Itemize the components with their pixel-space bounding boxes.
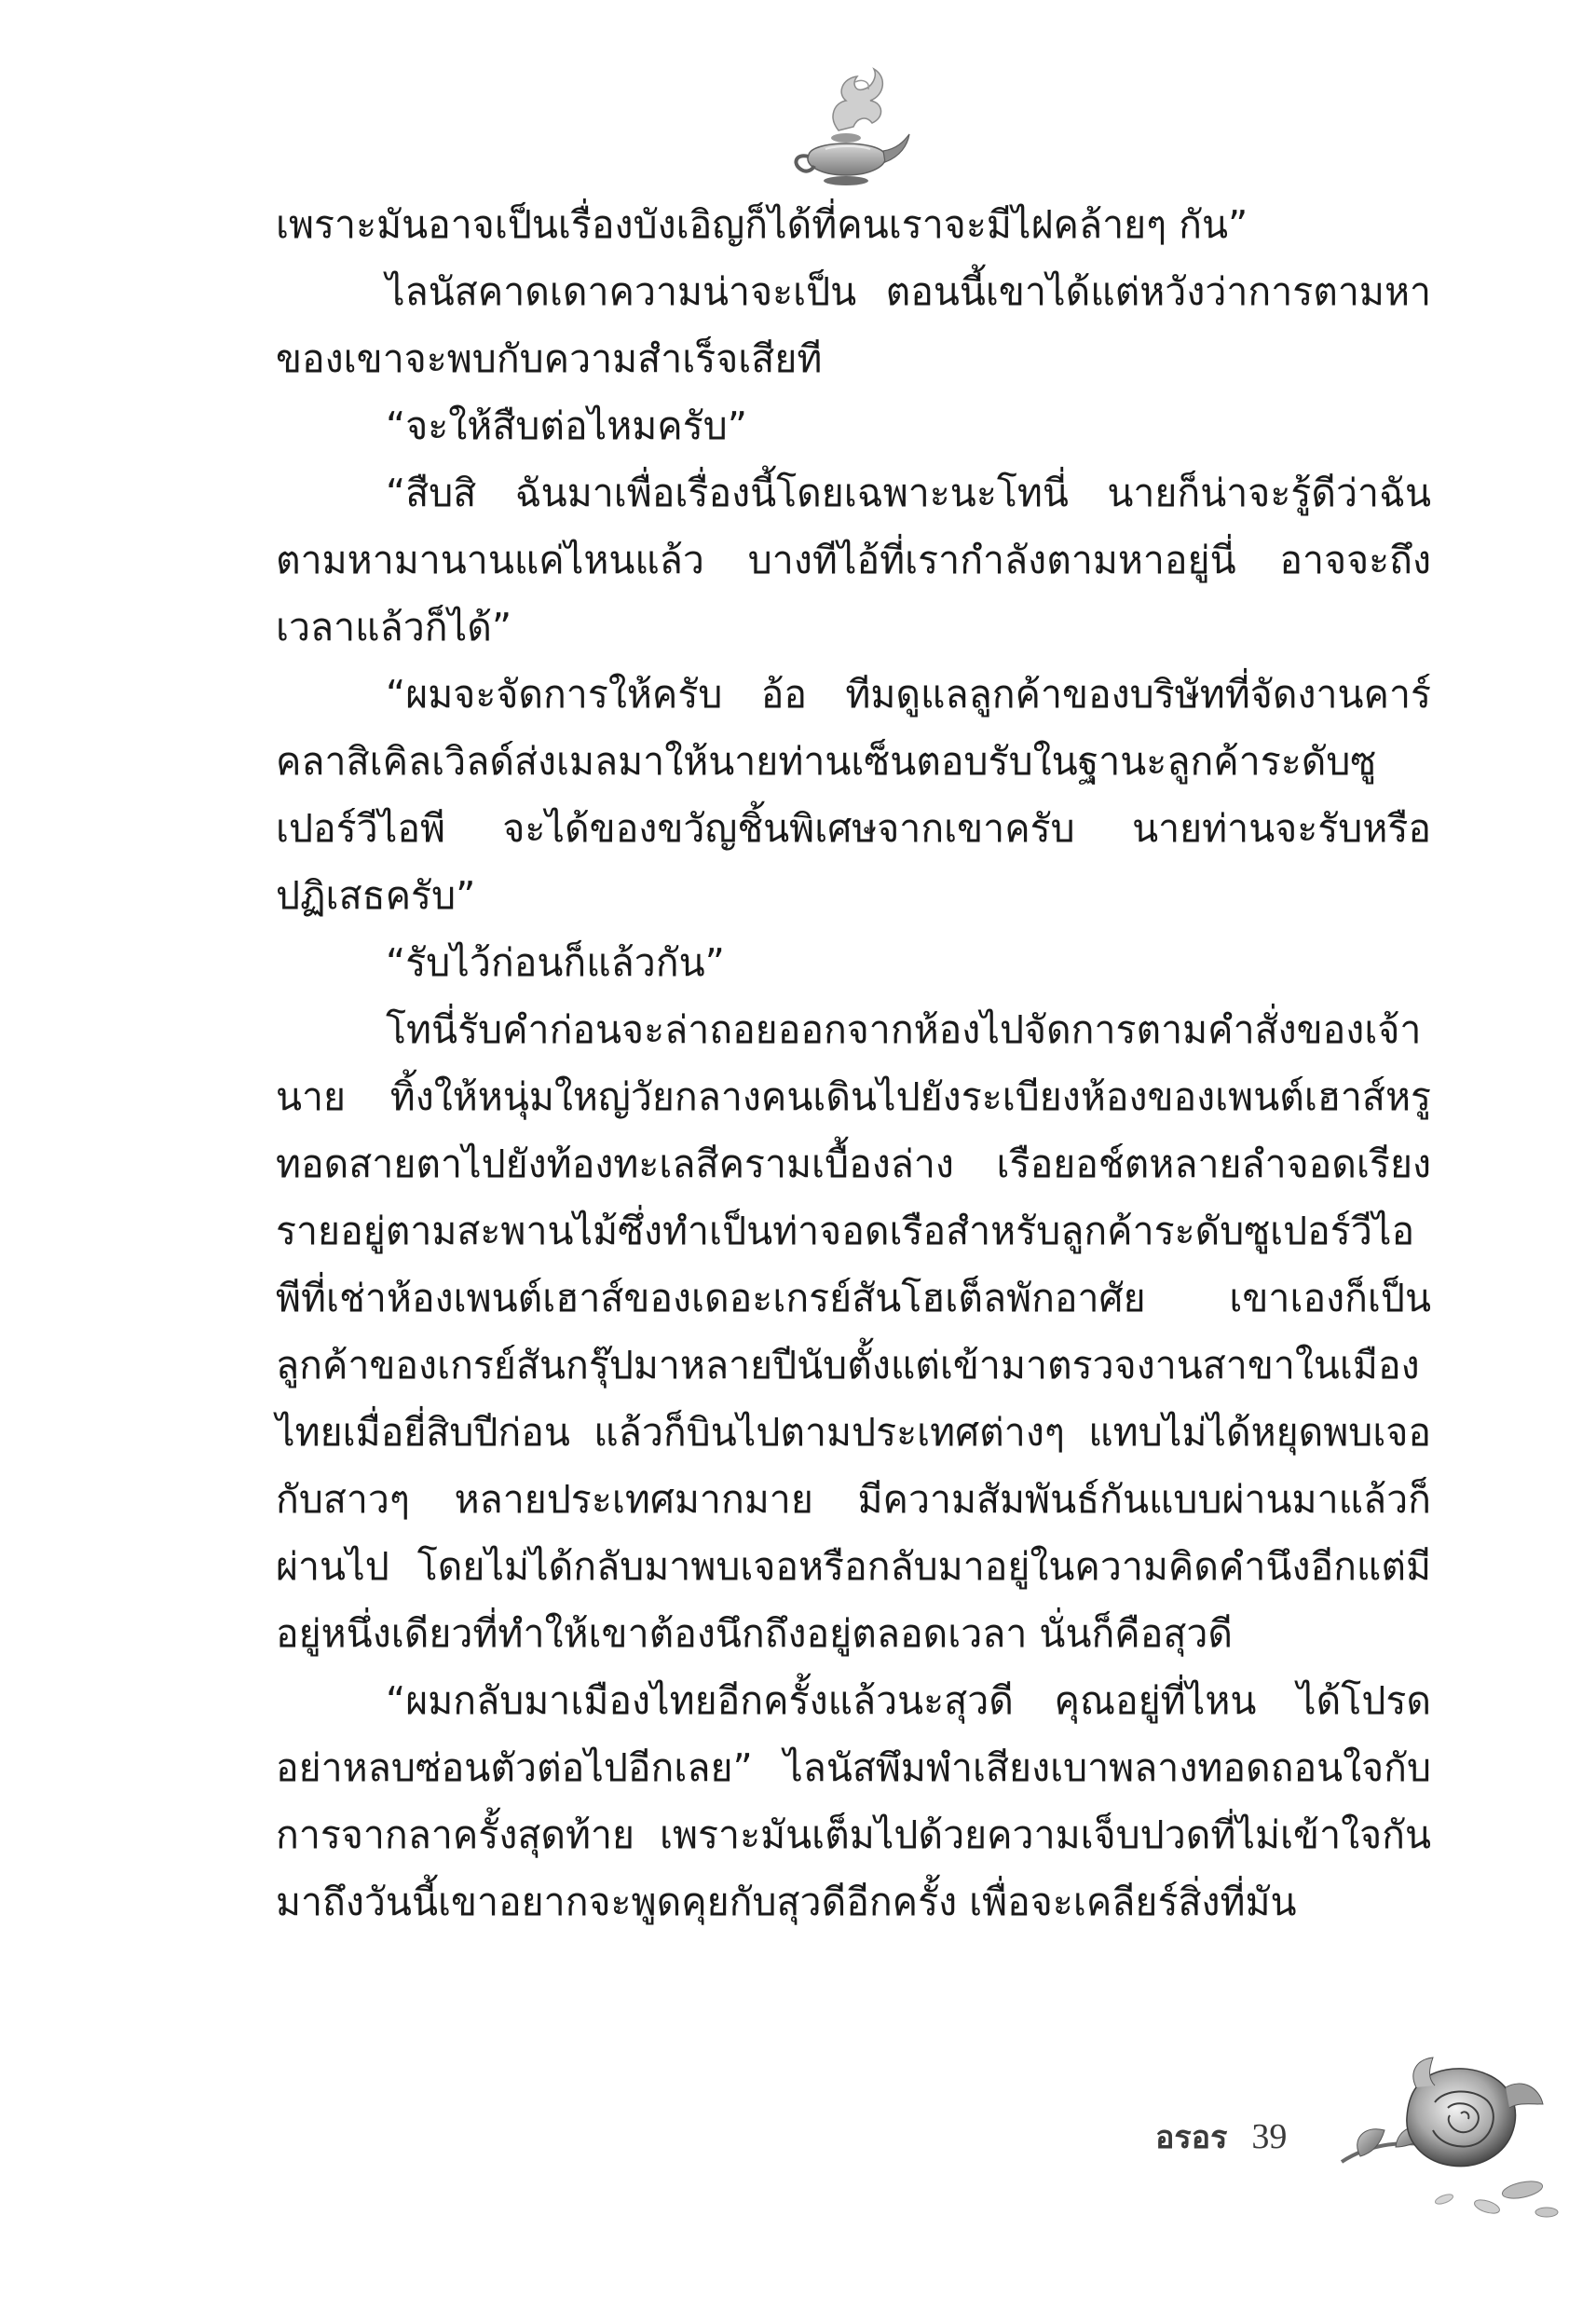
rose-icon: [1323, 2050, 1565, 2227]
paragraph: โทนี่รับคำก่อนจะล่าถอยออกจากห้องไปจัดการตามคำสั่งของเจ้านาย ทิ้งให้หนุ่มใหญ่วัยกลางคนเดินไปยังระเบียงห้องของเพนต์เฮาส์หรู ทอดสายตาไปยังท้องทะเลสีครามเบื้องล่าง เรือยอช์ตหลายลำจอดเรียงรายอยู่ตามสะพานไม้ซึ่งทำเป็นท่าจอดเรือสำหรับลูกค้าระดับซูเปอร์วีไอพีที่เช่าห้องเพนต์เฮาส์ของเดอะเกรย์สันโฮเต็ลพักอาศัย เขาเองก็เป็นลูกค้าของเกรย์สันกรุ๊ปมาหลายปีนับตั้งแต่เข้ามาตรวจงานสาขาในเมืองไทยเมื่อยี่สิบปีก่อน แล้วก็บินไปตามประเทศต่างๆ แทบไม่ได้หยุดพบเจอกับสาวๆ หลายประเทศมากมาย มีความสัมพันธ์กันแบบผ่านมาแล้วก็ผ่านไป โดยไม่ได้กลับมาพบเจอหรือกลับมาอยู่ในความคิดคำนึงอีกแต่มีอยู่หนึ่งเดียวที่ทำให้เขาต้องนึกถึงอยู่ตลอดเวลา นั่นก็คือสุวดี: [276, 1007, 1431, 1656]
running-footer-title: อรอร: [1155, 2119, 1228, 2156]
paragraph: “รับไว้ก่อนก็แล้วกัน”: [386, 940, 725, 985]
paragraph: “จะให้สืบต่อไหมครับ”: [386, 403, 748, 448]
paragraph: “ผมกลับมาเมืองไทยอีกครั้งแล้วนะสุวดี คุณอยู่ที่ไหน ได้โปรดอย่าหลบซ่อนตัวต่อไปอีกเลย” ไลนัสพึมพำเสียงเบาพลางทอดถอนใจกับการจากลาครั้งสุดท้าย เพราะมันเต็มไปด้วยความเจ็บปวดที่ไม่เข้าใจกันมาถึงวันนี้เขาอยากจะพูดคุยกับสุวดีอีกครั้ง เพื่อจะเคลียร์สิ่งที่มัน: [276, 1678, 1431, 1924]
page-number: 39: [1251, 2117, 1288, 2156]
paragraph: “ผมจะจัดการให้ครับ อ้อ ทีมดูแลลูกค้าของบริษัทที่จัดงานคาร์คลาสิเคิลเวิลด์ส่งเมลมาให้นายท่านเซ็นตอบรับในฐานะลูกค้าระดับซูเปอร์วีไอพี จะได้ของขวัญชิ้นพิเศษจากเขาครับ นายท่านจะรับหรือปฏิเสธครับ”: [276, 672, 1431, 918]
paragraph: เพราะมันอาจเป็นเรื่องบังเอิญก็ได้ที่คนเราจะมีไฝคล้ายๆ กัน”: [276, 202, 1248, 247]
paragraph: “สืบสิ ฉันมาเพื่อเรื่องนี้โดยเฉพาะนะโทนี่ นายก็น่าจะรู้ดีว่าฉันตามหามานานแค่ไหนแล้ว บางทีไอ้ที่เรากำลังตามหาอยู่นี่ อาจจะถึงเวลาแล้วก็ได้”: [276, 471, 1431, 650]
page-footer: [1155, 2104, 1287, 2169]
body-text: [276, 191, 1431, 1935]
paragraph: ไลนัสคาดเดาความน่าจะเป็น ตอนนี้เขาได้แต่หวังว่าการตามหาของเขาจะพบกับความสำเร็จเสียที: [276, 269, 1431, 381]
genie-lamp-icon: [781, 65, 911, 196]
